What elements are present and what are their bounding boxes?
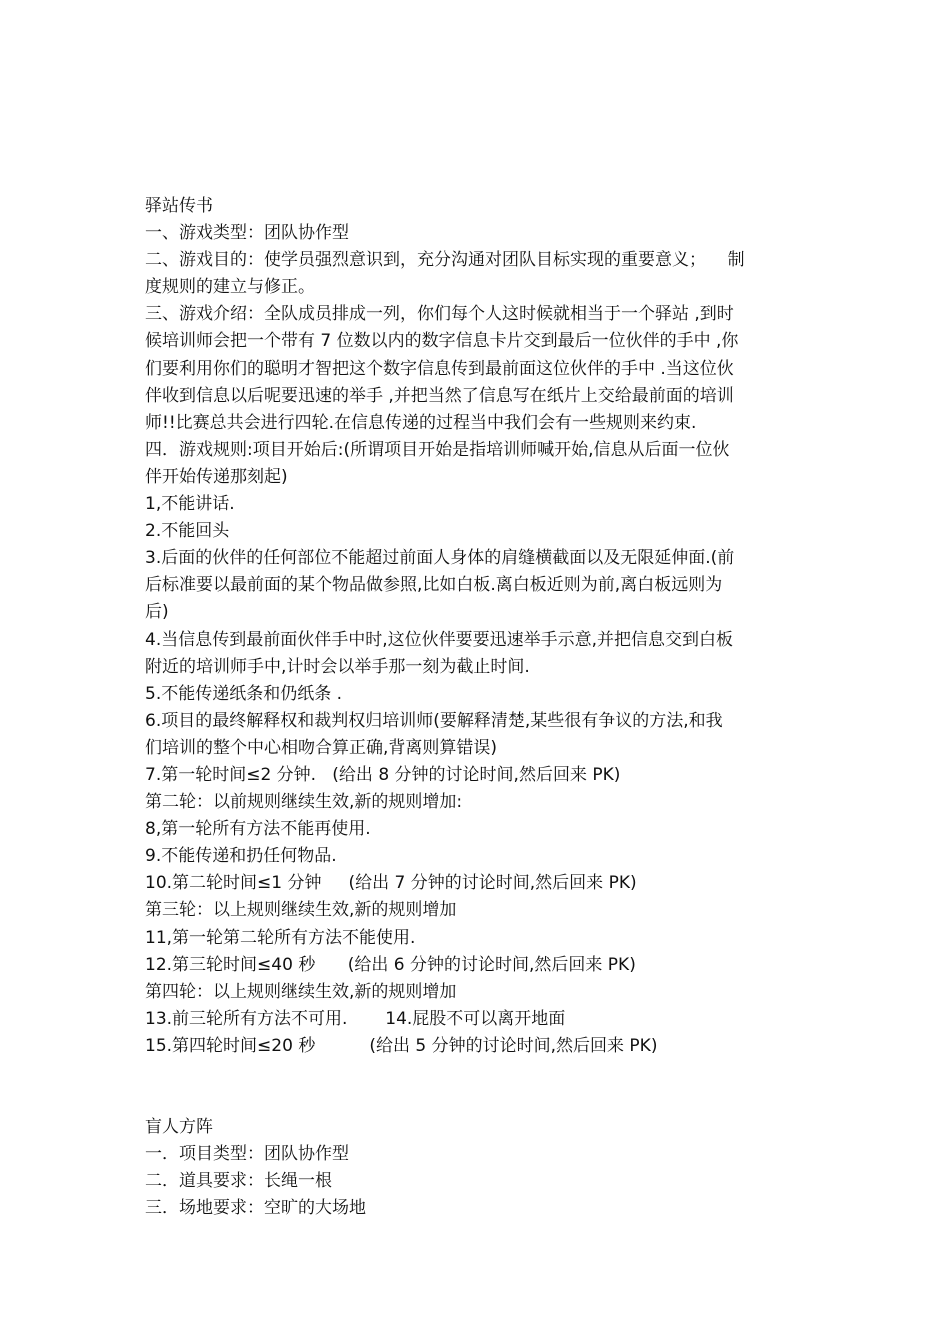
text-line: 伴收到信息以后呢要迅速的举手 ,并把当然了信息写在纸片上交给最前面的培训 bbox=[145, 385, 734, 406]
rule-item: 8,第一轮所有方法不能再使用. bbox=[145, 819, 371, 840]
rule-item: 11,第一轮第二轮所有方法不能使用. bbox=[145, 927, 416, 948]
rule-item: 后标准要以最前面的某个物品做参照,比如白板.离白板近则为前,离白板远则为 bbox=[145, 575, 723, 596]
section-courier-relay bbox=[145, 193, 810, 1060]
rule-item: 4.当信息传到最前面伙伴手中时,这位伙伴要要迅速举手示意,并把信息交到白板 bbox=[145, 629, 734, 650]
rule-item: 15.第四轮时间≤20 秒 (给出 5 分钟的讨论时间,然后回来 PK) bbox=[145, 1035, 658, 1056]
rule-item: 们培训的整个中心相吻合算正确,背离则算错误) bbox=[145, 737, 498, 758]
rule-item: 9.不能传递和扔任何物品. bbox=[145, 846, 337, 867]
text-line: 二．道具要求：长绳一根 bbox=[145, 1171, 332, 1192]
rule-item: 2.不能回头 bbox=[145, 521, 230, 542]
rule-item: 1,不能讲话. bbox=[145, 494, 235, 515]
section-spacer bbox=[145, 1060, 810, 1114]
text-line: 们要利用你们的聪明才智把这个数字信息传到最前面这位伙伴的手中 .当这位伙 bbox=[145, 358, 734, 379]
round-heading: 第二轮：以前规则继续生效,新的规则增加: bbox=[145, 792, 463, 813]
round-heading: 第四轮：以上规则继续生效,新的规则增加 bbox=[145, 981, 457, 1002]
text-line: 四．游戏规则:项目开始后:(所谓项目开始是指培训师喊开始,信息从后面一位伙 bbox=[145, 439, 730, 460]
rule-item: 5.不能传递纸条和仍纸条 . bbox=[145, 683, 343, 704]
rule-item: 10.第二轮时间≤1 分钟 (给出 7 分钟的讨论时间,然后回来 PK) bbox=[145, 873, 637, 894]
section-title: 驿站传书 bbox=[145, 196, 213, 216]
section-title: 盲人方阵 bbox=[145, 1117, 213, 1137]
text-line: 三．场地要求：空旷的大场地 bbox=[145, 1198, 366, 1219]
round-heading: 第三轮：以上规则继续生效,新的规则增加 bbox=[145, 900, 457, 921]
rule-item: 附近的培训师手中,计时会以举手那一刻为截止时间. bbox=[145, 656, 530, 677]
rule-item: 6.项目的最终解释权和裁判权归培训师(要解释清楚,某些很有争议的方法,和我 bbox=[145, 710, 723, 731]
section-blind-square bbox=[145, 1114, 810, 1222]
text-line: 伴开始传递那刻起) bbox=[145, 466, 288, 487]
rule-item: 3.后面的伙伴的任何部位不能超过前面人身体的肩缝横截面以及无限延伸面.(前 bbox=[145, 548, 735, 569]
rule-item: 后) bbox=[145, 602, 169, 623]
rule-item: 12.第三轮时间≤40 秒 (给出 6 分钟的讨论时间,然后回来 PK) bbox=[145, 954, 636, 975]
text-line: 二、游戏目的：使学员强烈意识到，充分沟通对团队目标实现的重要意义； 制 bbox=[145, 250, 745, 271]
rule-item: 13.前三轮所有方法不可用. 14.屁股不可以离开地面 bbox=[145, 1008, 566, 1029]
text-line: 一．项目类型：团队协作型 bbox=[145, 1144, 349, 1165]
text-line: 师!!比赛总共会进行四轮.在信息传递的过程当中我们会有一些规则来约束. bbox=[145, 412, 697, 433]
text-line: 三、游戏介绍：全队成员排成一列，你们每个人这时候就相当于一个驿站 ,到时 bbox=[145, 304, 734, 325]
rule-item: 7.第一轮时间≤2 分钟. (给出 8 分钟的讨论时间,然后回来 PK) bbox=[145, 764, 621, 785]
text-line: 度规则的建立与修正。 bbox=[145, 277, 315, 298]
text-line: 候培训师会把一个带有 7 位数以内的数字信息卡片交到最后一位伙伴的手中 ,你 bbox=[145, 331, 739, 352]
document-body bbox=[145, 193, 810, 1222]
text-line: 一、游戏类型：团队协作型 bbox=[145, 223, 349, 244]
